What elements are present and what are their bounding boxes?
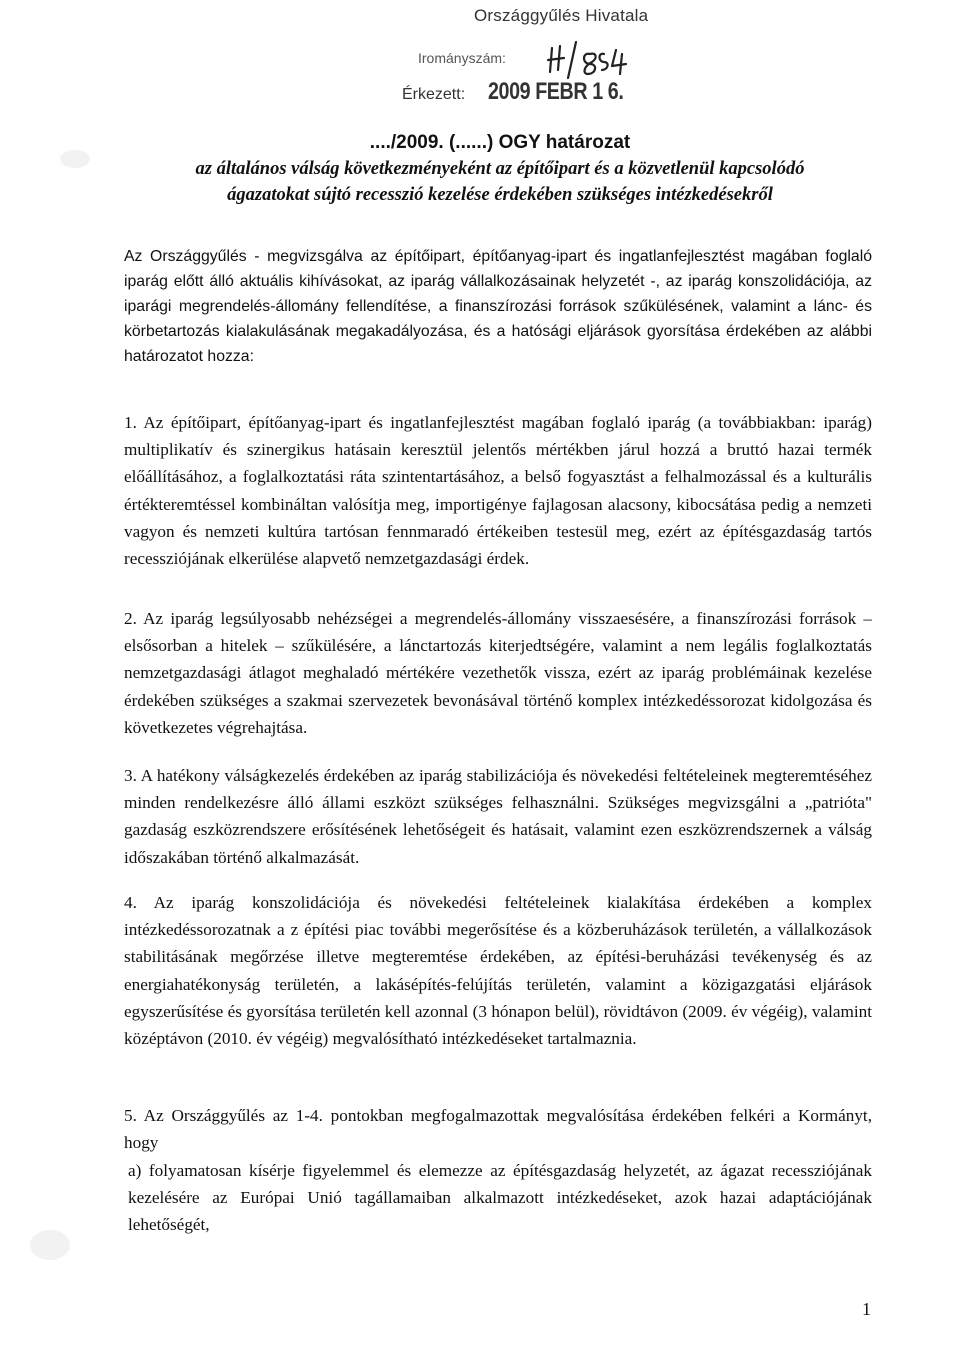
resolution-subject-line: ágazatokat sújtó recesszió kezelése érdekében szükséges intézkedésekről — [227, 185, 773, 205]
stamp-registry-label: Irományszám: — [418, 50, 506, 66]
resolution-title — [150, 130, 850, 208]
section-5-item-a: a) folyamatosan kísérje figyelemmel és elemezze az építésgazdaság helyzetét, az ágazat recessziójának kezelésére az Európai Unió tagállamaiban alkalmazott intézkedéseket, azok hazai adaptációjának lehetőségét, — [128, 1161, 872, 1235]
registration-stamp — [350, 2, 680, 112]
preamble-paragraph: Az Országgyűlés - megvizsgálva az építőipart, építőanyag-ipart és ingatlanfejlesztést magában foglaló iparág előtt álló aktuális kihívásokat, az iparág vállalkozásainak helyzetét -, az iparág konszolidációja, az iparági megrendelés-állomány fellendítése, a finanszírozási források szűkülésének, valamint a lánc- és körbetartozás kialakulásának megakadályozása, és a hatósági eljárások gyorsítása érdekében az alábbi határozatot hozza: — [124, 248, 872, 365]
resolution-number: ..../2009. (......) OGY határozat — [369, 132, 631, 153]
section-3: 3. A hatékony válságkezelés érdekében az iparág stabilizációja és növekedési feltételeinek megteremtéséhez minden rendelkezésre álló állami eszközt szükséges felhasználni. Szükséges megvizsgálni a „patrióta" gazdaság eszközrendszere erősítésének lehetőségeit és hatásait, valamint ezen eszközrendszernek a válság időszakában történő alkalmazását. — [124, 766, 872, 867]
scan-smudge — [30, 1230, 70, 1260]
handwritten-registry-number — [546, 40, 642, 80]
section-4: 4. Az iparág konszolidációja és növekedési feltételeinek kialakítása érdekében a komplex intézkedéssorozatnak a z építési piac további megerősítése és a közberuházások területén, a vállalkozások stabilitásának megőrzése illetve megteremtése érdekében, az építési-beruházási tevékenység és az energiahatékonyság területén, a lakásépítés-felújítás területén, valamint a közigazgatási eljárások egyszerűsítése és gyorsítása területén kell azonnal (3 hónapon belül), rövidtávon (2009. év végéig), valamint középtávon (2010. év végéig) megvalósítható intézkedéseket tartalmaznia. — [124, 893, 872, 1049]
section-1: 1. Az építőipart, építőanyag-ipart és ingatlanfejlesztést magában foglaló iparág (a továbbiakban: iparág) multiplikatív és szinergikus hatásain keresztül jelentős mértékben járul hozzá a bruttó hazai termék előállításához, a foglalkoztatási ráta szintentartásához, a belső fogyasztást a felhalmozással és a kulturális értékteremtéssel kombináltan valósítja meg, importigénye fajlagosan alacsony, kibocsátása pedig a nemzeti vagyon és nemzeti kultúra tartósan fennmaradó értékeiben testesül meg, ezért az építésgazdaság tartós recessziójának elkerülése alapvető nemzetgazdasági érdek. — [124, 413, 872, 569]
section-2: 2. Az iparág legsúlyosabb nehézségei a megrendelés-állomány visszaesésére, a finanszírozási források – elsősorban a hitelek – szűkülésére, a lánctartozás kiterjedtségére, valamint a nem legális foglalkoztatás nemzetgazdasági átlagot meghaladó mértékére vezethetők vissza, ezért az iparág problémáinak kezelése érdekében szükséges a szakmai szervezetek bevonásával történő komplex intézkedéssorozat kidolgozása és következetes végrehajtása. — [124, 609, 872, 737]
section-5: 5. Az Országgyűlés az 1-4. pontokban megfogalmazottak megvalósítása érdekében felkéri a Kormányt, hogy — [124, 1106, 872, 1153]
page-number: 1 — [862, 1299, 871, 1319]
stamp-received-label: Érkezett: — [402, 86, 466, 103]
scan-smudge — [60, 150, 90, 168]
resolution-subject-line: az általános válság következményeként az építőipart és a közvetlenül kapcsolódó — [195, 159, 805, 179]
stamp-organization: Országgyűlés Hivatala — [474, 6, 649, 25]
stamp-received-date: 2009 FEBR 1 6. — [488, 78, 624, 105]
